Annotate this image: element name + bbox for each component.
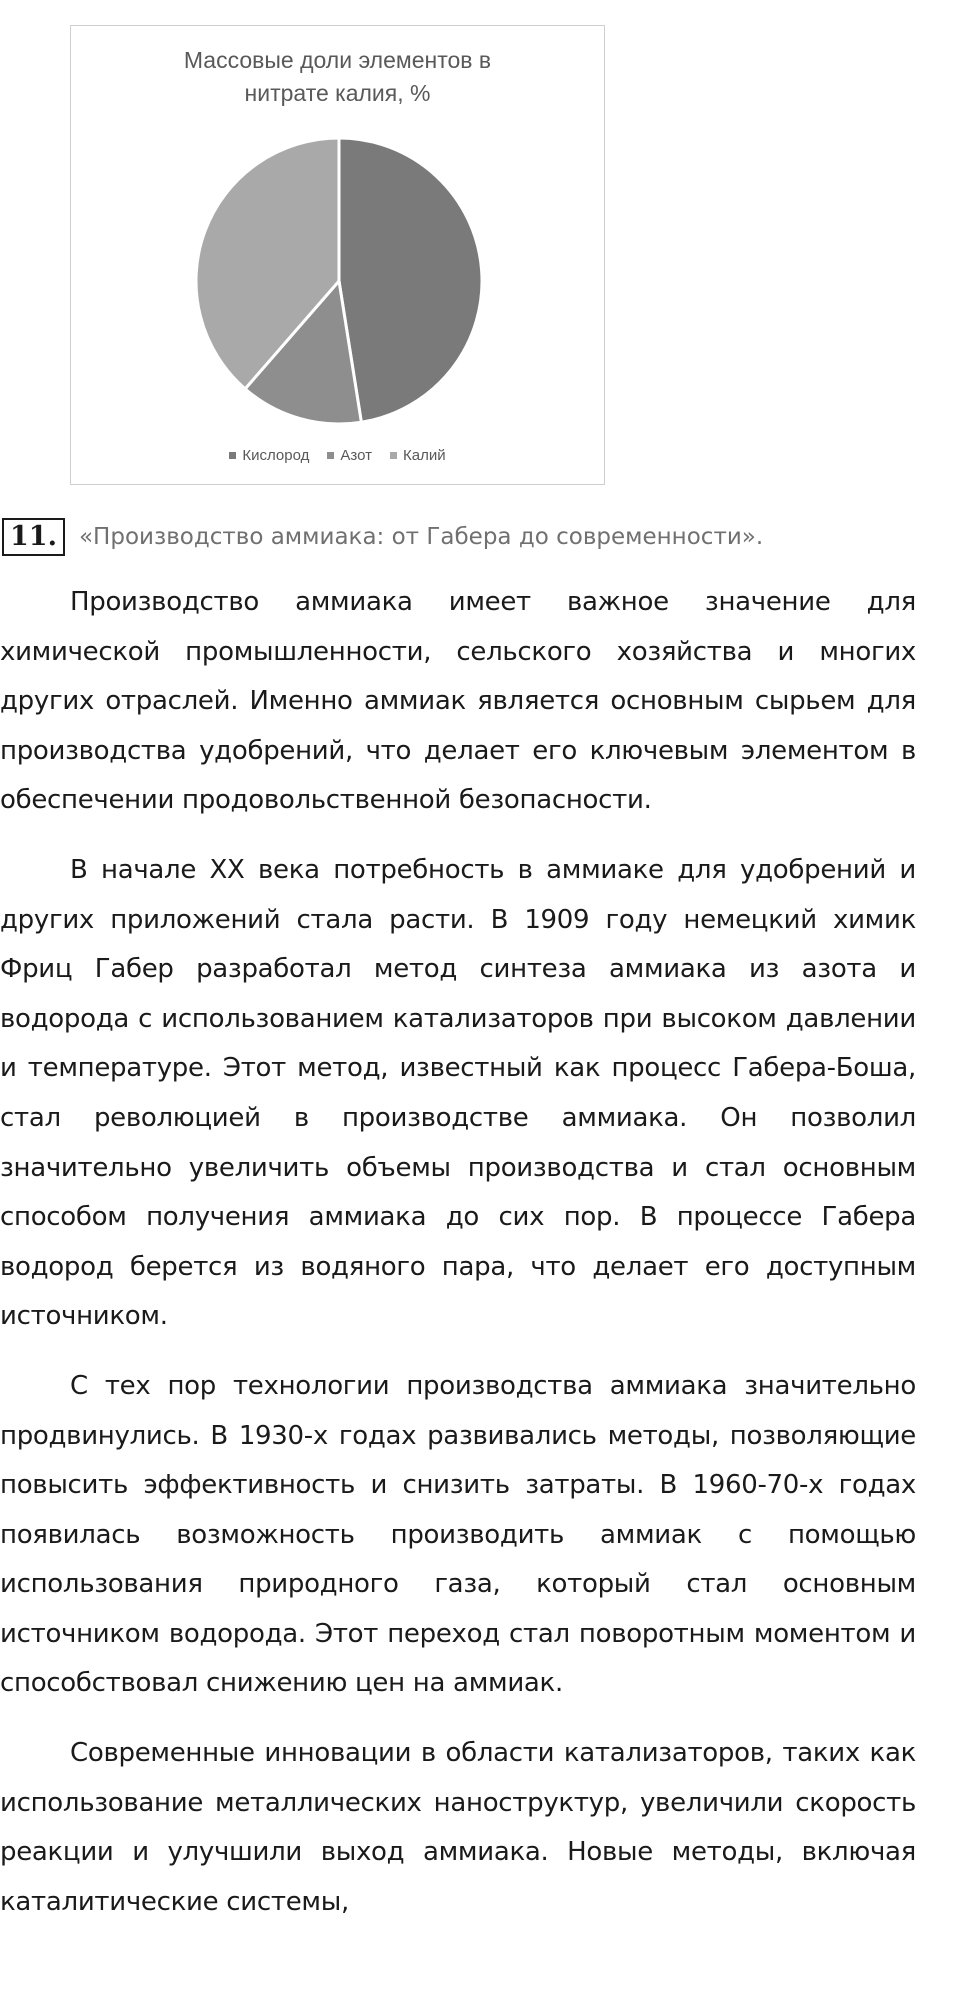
chart-legend xyxy=(71,446,604,464)
legend-label: Калий xyxy=(403,447,446,464)
legend-item xyxy=(229,447,309,464)
paragraph: В начале XX века потребность в аммиаке для удобрений и других приложений стала расти. В 1909 году немецкий химик Фриц Габер разработал метод синтеза аммиака из азота и водорода с использованием катализаторов при высоком давлении и температуре. Этот метод, известный как процесс Габера-Боша, стал революцией в производстве аммиака. Он позволил значительно увеличить объемы производства и стал основным способом получения аммиака до сих пор. В процессе Габера водород берется из водяного пара, что делает его доступным источником. xyxy=(0,854,916,1332)
legend-swatch xyxy=(229,452,236,459)
pie-svg xyxy=(71,26,603,483)
task-header xyxy=(2,517,763,557)
legend-label: Азот xyxy=(340,447,372,464)
paragraph: Производство аммиака имеет важное значение для химической промышленности, сельского хозяйства и многих других отраслей. Именно аммиак является основным сырьем для производства удобрений, что делает его ключевым элементом в обеспечении продовольственной безопасности. xyxy=(0,587,916,816)
legend-item xyxy=(327,447,372,464)
legend-item xyxy=(390,447,446,464)
pie-chart xyxy=(70,25,605,485)
legend-swatch xyxy=(390,452,397,459)
task-number: 11. xyxy=(2,518,65,556)
paragraph: Современные инновации в области катализаторов, таких как использование металлических наноструктур, увеличили скорость реакции и улучшили выход аммиака. Новые методы, включая каталитические системы, xyxy=(0,1738,916,1917)
chart-title: Массовые доли элементов в нитрате калия, % xyxy=(183,47,492,106)
pie-slice-1 xyxy=(339,138,482,422)
legend-label: Кислород xyxy=(242,447,310,464)
paragraph: С тех пор технологии производства аммиака значительно продвинулись. В 1930-х годах развивались методы, позволяющие повысить эффективность и снизить затраты. В 1960-70-х годах появилась возможность производить аммиак с помощью использования природного газа, который стал основным источником водорода. Этот переход стал поворотным моментом и способствовал снижению цен на аммиак. xyxy=(0,1370,916,1699)
task-title: «Производство аммиака: от Габера до современности». xyxy=(78,524,764,550)
article-body xyxy=(0,578,916,1947)
legend-swatch xyxy=(327,452,334,459)
